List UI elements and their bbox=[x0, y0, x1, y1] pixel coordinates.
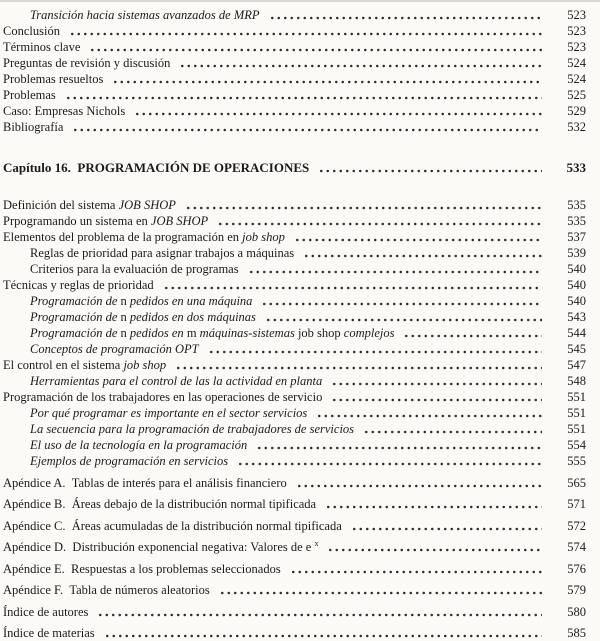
page-number: 540 bbox=[567, 294, 586, 308]
page-number: 572 bbox=[567, 518, 586, 533]
dot-leader bbox=[217, 222, 542, 226]
page-number: 539 bbox=[567, 246, 586, 260]
toc-entry bbox=[3, 7, 586, 23]
page-number: 540 bbox=[567, 278, 586, 292]
page-number: 580 bbox=[567, 604, 586, 619]
toc-entry bbox=[3, 625, 586, 641]
entry-label bbox=[3, 604, 88, 620]
entry-label bbox=[30, 293, 252, 309]
entry-label bbox=[3, 23, 60, 39]
entry-label-segment: Bibliografía bbox=[3, 120, 64, 134]
entry-label-segment: Ejemplos de programación en servicios bbox=[30, 454, 229, 468]
entry-label-segment: JOB SHOP bbox=[118, 198, 176, 212]
entry-label-segment: Elementos del problema de la programación en bbox=[3, 230, 243, 244]
entry-label bbox=[30, 7, 260, 23]
entry-label-segment: Capítulo 16. PROGRAMACIÓN DE OPERACIONES bbox=[3, 160, 310, 175]
entry-label-segment: complejos bbox=[340, 326, 395, 340]
toc-entry bbox=[3, 539, 586, 555]
toc-entry bbox=[3, 119, 586, 135]
dot-leader bbox=[316, 414, 542, 418]
entry-label-segment: Transición hacia sistemas avanzados de MRP bbox=[30, 8, 260, 22]
dot-leader bbox=[318, 169, 542, 173]
page-number: 576 bbox=[567, 561, 586, 576]
toc-entry bbox=[3, 55, 586, 71]
toc-entry bbox=[3, 229, 586, 245]
entry-label bbox=[3, 229, 285, 245]
entry-label-segment: Por qué programar es importante en el sector servicios bbox=[30, 406, 308, 420]
entry-label bbox=[3, 389, 322, 405]
dot-leader bbox=[163, 286, 542, 290]
entry-label bbox=[30, 405, 307, 421]
entry-label bbox=[30, 437, 247, 453]
entry-label bbox=[3, 103, 125, 119]
toc-entry bbox=[3, 87, 586, 103]
entry-label-segment: Índice de autores bbox=[3, 604, 89, 619]
page-number: 533 bbox=[566, 160, 586, 175]
page-number: 525 bbox=[567, 88, 586, 102]
dot-leader bbox=[269, 16, 542, 20]
dot-leader bbox=[208, 350, 542, 354]
toc-entry bbox=[3, 437, 586, 453]
entry-label-segment: Problemas bbox=[3, 88, 56, 102]
entry-label-segment: n bbox=[120, 326, 127, 340]
entry-label bbox=[3, 496, 316, 512]
entry-label bbox=[3, 277, 154, 293]
entry-label-segment: Apéndice E. Respuestas a los problemas seleccionados bbox=[3, 561, 281, 576]
toc-entry bbox=[3, 496, 586, 512]
toc-entry bbox=[3, 518, 586, 534]
toc-entry bbox=[3, 405, 586, 421]
toc-entry bbox=[3, 293, 586, 309]
entry-label bbox=[3, 55, 170, 71]
entry-label-segment: job shop bbox=[297, 326, 341, 340]
page-number: 523 bbox=[567, 24, 586, 38]
dot-leader bbox=[89, 48, 542, 52]
page-number: 535 bbox=[567, 198, 586, 212]
dot-leader bbox=[331, 382, 542, 386]
toc-entry bbox=[3, 389, 586, 405]
page-number: 524 bbox=[567, 56, 586, 70]
entry-label bbox=[3, 475, 287, 491]
entry-label-segment: Preguntas de revisión y discusión bbox=[3, 56, 171, 70]
toc-entry bbox=[3, 160, 586, 176]
entry-label-segment: n bbox=[120, 310, 127, 324]
entry-label bbox=[3, 87, 56, 103]
entry-label-segment: máquinas-sistemas bbox=[196, 326, 298, 340]
toc-entry bbox=[3, 421, 586, 437]
dot-leader bbox=[134, 112, 542, 116]
toc-entry bbox=[3, 277, 586, 293]
toc-entry bbox=[3, 373, 586, 389]
entry-label-segment: Apéndice A. Tablas de interés para el análisis financiero bbox=[3, 475, 287, 490]
entry-label-segment: Programación de los trabajadores en las operaciones de servicio bbox=[3, 390, 323, 404]
dot-leader bbox=[261, 302, 542, 306]
entry-label bbox=[30, 309, 256, 325]
entry-label-segment: Apéndice C. Áreas acumuladas de la distribución normal tipificada bbox=[3, 518, 342, 533]
entry-label-segment: Apéndice F. Tabla de números aleatorios bbox=[3, 583, 210, 597]
entry-label-segment: job shop bbox=[242, 230, 285, 244]
dot-leader bbox=[248, 270, 542, 274]
dot-leader bbox=[331, 398, 542, 402]
page-number: 524 bbox=[567, 72, 586, 86]
entry-label bbox=[3, 197, 176, 213]
entry-label-segment: Problemas resueltos bbox=[3, 72, 104, 86]
page-number: 565 bbox=[567, 475, 586, 490]
entry-label bbox=[3, 119, 63, 135]
toc-entry bbox=[3, 309, 586, 325]
entry-label-segment: Herramientas para el control de las la actividad en planta bbox=[30, 374, 323, 388]
dot-leader bbox=[403, 334, 542, 338]
scan-edge-artifact bbox=[0, 0, 600, 2]
dot-leader bbox=[363, 430, 542, 434]
toc-entry bbox=[3, 604, 586, 620]
entry-label bbox=[30, 341, 199, 357]
toc-entry bbox=[3, 245, 586, 261]
dot-leader bbox=[290, 570, 542, 574]
toc-entry bbox=[3, 357, 586, 373]
toc-entry bbox=[3, 582, 586, 598]
entry-label bbox=[3, 160, 309, 176]
page-number: 551 bbox=[567, 390, 586, 404]
entry-label bbox=[30, 453, 228, 469]
toc-entry bbox=[3, 475, 586, 491]
dot-leader bbox=[72, 128, 542, 132]
toc-entry bbox=[3, 325, 586, 341]
entry-label bbox=[30, 325, 394, 341]
page-number: 532 bbox=[567, 120, 586, 134]
entry-label-segment: Criterios para la evaluación de programas bbox=[30, 262, 239, 276]
entry-label-segment: Definición del sistema bbox=[3, 198, 119, 212]
dot-leader bbox=[219, 591, 542, 595]
entry-label-segment: m bbox=[186, 326, 197, 340]
page-number: 540 bbox=[567, 262, 586, 276]
dot-leader bbox=[265, 318, 542, 322]
entry-label bbox=[3, 213, 208, 229]
entry-label-segment: Índice de materias bbox=[3, 626, 95, 640]
dot-leader bbox=[175, 366, 542, 370]
entry-label bbox=[30, 421, 354, 437]
entry-label bbox=[3, 625, 95, 641]
entry-label-segment: Conclusión bbox=[3, 24, 60, 38]
page-number: 537 bbox=[567, 230, 586, 244]
toc-entry bbox=[3, 23, 586, 39]
entry-label-segment: Conceptos de programación OPT bbox=[30, 342, 199, 356]
toc-list bbox=[3, 7, 586, 641]
toc-entry bbox=[3, 39, 586, 55]
dot-leader bbox=[104, 634, 542, 638]
dot-leader bbox=[112, 80, 542, 84]
page-number: 554 bbox=[567, 438, 586, 452]
entry-label-segment: Programación de bbox=[30, 310, 121, 324]
entry-label-segment: JOB SHOP bbox=[150, 214, 209, 228]
dot-leader bbox=[237, 462, 542, 466]
page-number: 548 bbox=[567, 374, 586, 388]
toc-entry bbox=[3, 71, 586, 87]
entry-label bbox=[3, 39, 80, 55]
page-number: 555 bbox=[567, 454, 586, 468]
toc-entry bbox=[3, 103, 586, 119]
page-number: 529 bbox=[567, 104, 586, 118]
entry-label-segment: El control en el sistema bbox=[3, 358, 124, 372]
page-number: 551 bbox=[567, 422, 586, 436]
entry-label-segment: Prpogramando un sistema en bbox=[3, 214, 151, 228]
dot-leader bbox=[97, 613, 542, 617]
page-number: 574 bbox=[567, 540, 586, 554]
toc-entry bbox=[3, 341, 586, 357]
entry-label-segment: x bbox=[314, 538, 319, 548]
entry-label-segment: Términos clave bbox=[3, 40, 81, 54]
page-number: 571 bbox=[567, 497, 586, 511]
entry-label bbox=[3, 71, 103, 87]
entry-label bbox=[30, 245, 294, 261]
entry-label-segment: pedidos en una máquina bbox=[126, 294, 253, 308]
entry-label-segment: pedidos en dos máquinas bbox=[126, 310, 256, 324]
entry-label-segment: n bbox=[120, 294, 127, 308]
entry-label-segment: Programación de bbox=[30, 326, 121, 340]
dot-leader bbox=[65, 96, 542, 100]
entry-label bbox=[3, 582, 210, 598]
dot-leader bbox=[327, 548, 542, 552]
toc-entry bbox=[3, 453, 586, 469]
dot-leader bbox=[185, 206, 542, 210]
entry-label bbox=[3, 357, 166, 373]
entry-label bbox=[3, 561, 281, 577]
toc-entry bbox=[3, 197, 586, 213]
page-number: 545 bbox=[567, 342, 586, 356]
entry-label bbox=[3, 539, 318, 555]
toc-entry bbox=[3, 213, 586, 229]
page-number: 523 bbox=[567, 40, 586, 54]
entry-label-segment: Apéndice D. Distribución exponencial negativa: Valores de e bbox=[3, 540, 315, 554]
page-number: 551 bbox=[567, 406, 586, 420]
entry-label-segment: Programación de bbox=[30, 294, 121, 308]
entry-label-segment: job shop bbox=[123, 358, 167, 372]
page-number: 585 bbox=[567, 626, 586, 640]
dot-leader bbox=[256, 446, 542, 450]
entry-label-segment: pedidos en bbox=[126, 326, 187, 340]
toc-entry bbox=[3, 261, 586, 277]
dot-leader bbox=[351, 527, 542, 531]
page-number: 523 bbox=[567, 8, 586, 22]
entry-label-segment: La secuencia para la programación de trabajadores de servicios bbox=[30, 422, 355, 436]
entry-label-segment: Reglas de prioridad para asignar trabajos a máquinas bbox=[30, 246, 295, 260]
page-number: 535 bbox=[567, 214, 586, 228]
entry-label bbox=[3, 518, 342, 534]
entry-label-segment: Técnicas y reglas de prioridad bbox=[3, 278, 154, 292]
dot-leader bbox=[325, 505, 542, 509]
dot-leader bbox=[69, 32, 542, 36]
dot-leader bbox=[294, 238, 542, 242]
page-number: 579 bbox=[567, 583, 586, 597]
dot-leader bbox=[296, 484, 542, 488]
dot-leader bbox=[303, 254, 542, 258]
entry-label-segment: Apéndice B. Áreas debajo de la distribución normal tipificada bbox=[3, 497, 317, 511]
toc-entry bbox=[3, 561, 586, 577]
dot-leader bbox=[179, 64, 542, 68]
page-number: 547 bbox=[567, 358, 586, 372]
entry-label bbox=[30, 261, 239, 277]
entry-label bbox=[30, 373, 322, 389]
page-number: 543 bbox=[567, 310, 586, 324]
page-number: 544 bbox=[567, 326, 586, 340]
entry-label-segment: Caso: Empresas Nichols bbox=[3, 104, 126, 118]
entry-label-segment: El uso de la tecnología en la programación bbox=[30, 438, 248, 452]
